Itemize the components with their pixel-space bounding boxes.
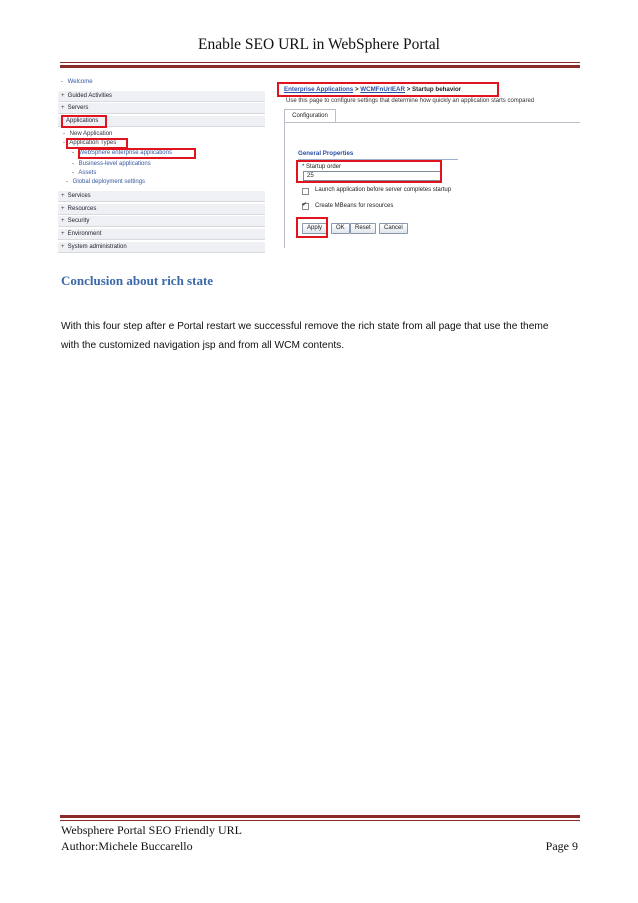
tab-configuration[interactable]: Configuration xyxy=(284,109,336,123)
expand-icon: + xyxy=(61,218,65,224)
breadcrumb-enterprise-applications[interactable]: Enterprise Applications xyxy=(284,86,354,93)
highlight-box-breadcrumb xyxy=(277,82,499,97)
page-header-title: Enable SEO URL in WebSphere Portal xyxy=(198,36,440,53)
launch-before-server-checkbox[interactable] xyxy=(302,188,309,195)
section-heading: Conclusion about rich state xyxy=(61,273,214,288)
collapse-icon: - xyxy=(63,140,65,146)
configuration-body xyxy=(284,123,581,248)
section-paragraph: With this four step after e Portal restart we successful remove the rich state from all page that use the theme with the customized navigation jsp and from all WCM contents. xyxy=(61,321,549,351)
screenshot-navigation-tree xyxy=(58,76,265,254)
footer-rule-thick xyxy=(60,815,580,818)
create-mbeans-checkbox[interactable] xyxy=(302,203,309,210)
nav-item-welcome[interactable]: - Welcome xyxy=(61,79,93,85)
nav-item-applications[interactable]: Applications xyxy=(58,116,265,127)
nav-sub-websphere-enterprise-applications[interactable]: - WebSphere enterprise applications xyxy=(72,150,172,156)
expand-icon: + xyxy=(61,105,65,111)
breadcrumb: Enterprise Applications > WCMFnUrlEAR > Startup behavior xyxy=(284,86,462,93)
highlight-box-apply xyxy=(296,217,328,238)
expand-icon: + xyxy=(61,93,65,99)
expand-icon: + xyxy=(61,244,65,250)
header-rule-thin xyxy=(60,62,580,63)
nav-item-environment[interactable]: + Environment xyxy=(58,229,265,240)
highlight-box-enterprise-applications xyxy=(78,148,196,159)
startup-order-input[interactable]: 25 xyxy=(303,171,442,181)
nav-sub-business-level-applications[interactable]: - Business-level applications xyxy=(72,161,151,167)
footer-document-title: Websphere Portal SEO Friendly URL xyxy=(61,823,243,837)
page-description: Use this page to configure settings that determine how quickly an application starts compared xyxy=(286,98,535,104)
nav-sub-global-deployment-settings[interactable]: - Global deployment settings xyxy=(66,179,146,185)
startup-order-label: * Startup order xyxy=(302,164,342,170)
nav-item-system-administration[interactable]: + System administration xyxy=(58,242,265,253)
nav-item-services[interactable]: + Services xyxy=(58,191,265,202)
ok-button[interactable]: OK xyxy=(331,223,350,234)
breadcrumb-current: Startup behavior xyxy=(412,86,462,93)
nav-item-resources[interactable]: + Resources xyxy=(58,204,265,215)
footer-rule-thin xyxy=(60,820,580,821)
page-number: Page 9 xyxy=(545,839,578,853)
nav-item-guided-activities[interactable]: + Guided Activities xyxy=(58,91,265,102)
general-properties-heading: General Properties xyxy=(298,150,354,157)
breadcrumb-wcmfnurlear[interactable]: WCMFnUrlEAR xyxy=(360,86,405,93)
nav-sub-application-types[interactable]: - Application Types xyxy=(63,140,117,146)
apply-button[interactable]: Apply xyxy=(302,223,327,234)
nav-item-security[interactable]: + Security xyxy=(58,216,265,227)
nav-sub-new-application[interactable]: - New Application xyxy=(63,131,113,137)
highlight-box-startup-order xyxy=(296,160,442,183)
create-mbeans-label: Create MBeans for resources xyxy=(315,203,394,209)
expand-icon: + xyxy=(61,231,65,237)
launch-before-server-label: Launch application before server completes startup xyxy=(315,187,452,193)
expand-icon: + xyxy=(61,193,65,199)
highlight-box-applications xyxy=(61,115,107,128)
expand-icon: + xyxy=(61,206,65,212)
header-rule-thick xyxy=(60,65,580,68)
nav-item-servers[interactable]: + Servers xyxy=(58,103,265,114)
cancel-button[interactable]: Cancel xyxy=(379,223,408,234)
screenshot-startup-behavior xyxy=(272,76,582,248)
footer-author: Author:Michele Buccarello xyxy=(61,839,193,853)
nav-sub-assets[interactable]: - Assets xyxy=(72,170,97,176)
reset-button[interactable]: Reset xyxy=(350,223,376,234)
